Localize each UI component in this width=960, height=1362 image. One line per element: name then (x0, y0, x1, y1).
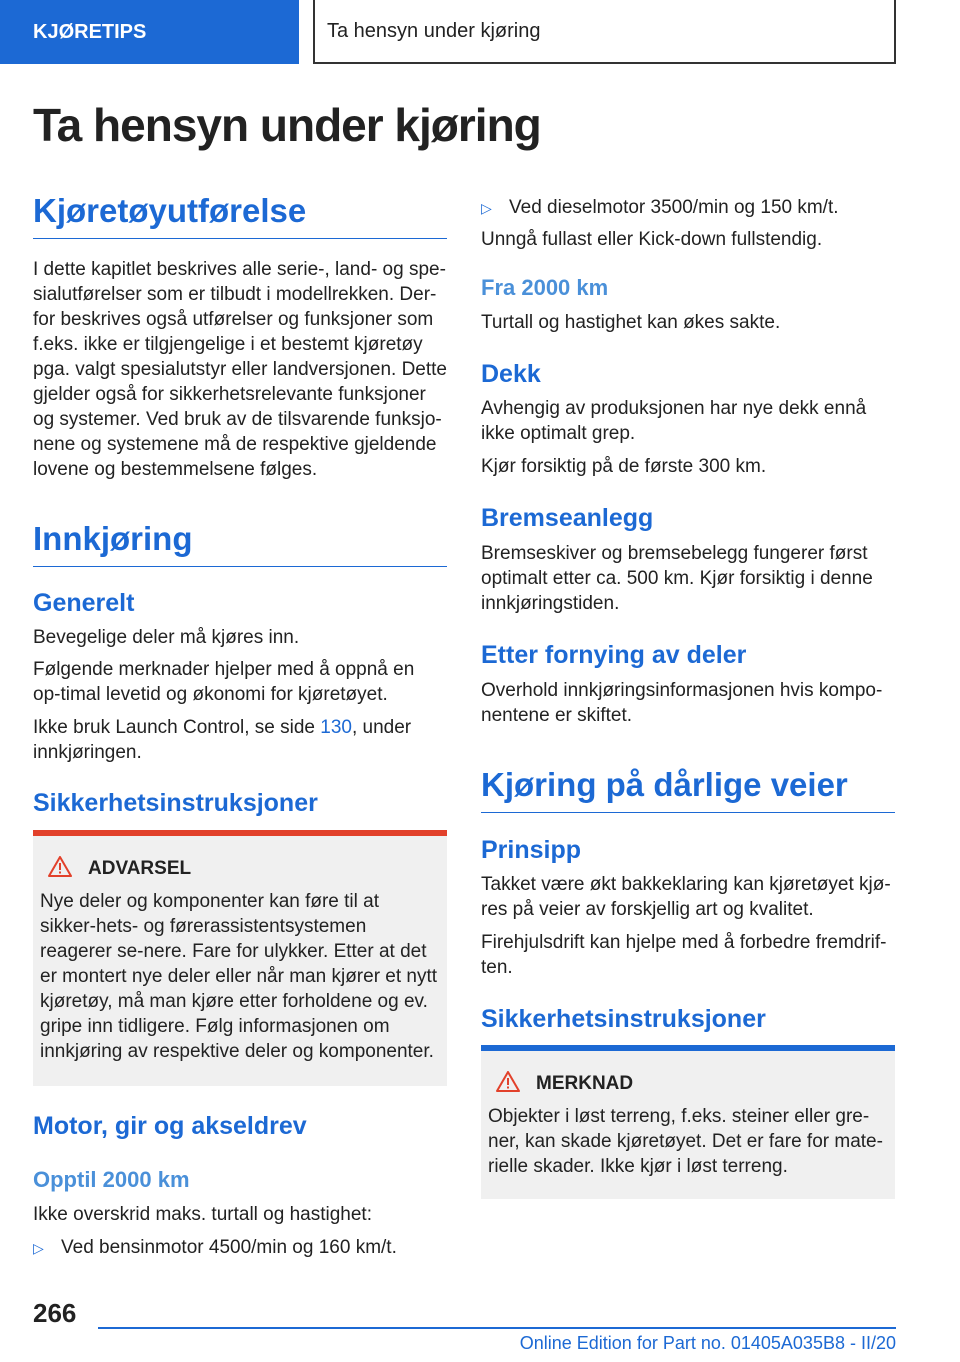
subheading: Prinsipp (481, 836, 582, 864)
note-text: Objekter i løst terreng, f.eks. steiner eller gre-ner, kan skade kjøretøyet. Det er fare for mate-rielle skader. Ikke kjør i løst terreng. (488, 1106, 883, 1177)
subheading: Sikkerhetsinstruksjoner (481, 1005, 766, 1033)
paragraph: Bremseskiver og bremsebelegg fungerer først optimalt etter ca. 500 km. Kjør forsiktig i denne innkjøringstiden. (481, 543, 873, 614)
note-label: MERKNAD (536, 1073, 634, 1094)
subheading: Dekk (481, 360, 541, 388)
paragraph: Turtall og hastighet kan økes sakte. (481, 312, 781, 333)
subheading: Sikkerhetsinstruksjoner (33, 789, 318, 817)
paragraph: I dette kapitlet beskrives alle serie-, land- og spe-sialutførelser som er tilbudt i modellrekken. Der-for beskrives også utførelser og funksjoner som f.eks. ikke er tilgjengelige i et bestemt kjøretøy pga. valgt spesialutstyr eller landversjonen. Dette gjelder også for sikkerhetsrelevante funksjoner og systemer. Ved bruk av de tilsvarende funksjo-nene og systemene må de respektive gjeldende lovene og bestemmelsene følges. (33, 259, 448, 480)
page-title: Ta hensyn under kjøring (33, 99, 541, 151)
subheading: Bremseanlegg (481, 504, 654, 532)
paragraph: Unngå fullast eller Kick-down fullstendig. (481, 229, 823, 250)
page-number: 266 (33, 1298, 77, 1328)
section-heading: Kjøretøyutførelse (33, 192, 447, 239)
paragraph: Kjør forsiktig på de første 300 km. (481, 456, 767, 477)
warning-triangle-icon (48, 856, 72, 877)
subheading: Motor, gir og akseldrev (33, 1112, 307, 1140)
warning-box (33, 830, 447, 1086)
subheading: Generelt (33, 589, 135, 617)
list-item: ▷ Ved bensinmotor 4500/min og 160 km/t. (33, 1235, 447, 1261)
header-chapter-title: Ta hensyn under kjøring (313, 0, 896, 64)
section-vehicle-variant (33, 192, 447, 239)
triangle-bullet-icon: ▷ (33, 1240, 44, 1256)
sub-subheading: Fra 2000 km (481, 275, 609, 300)
paragraph: Overhold innkjøringsinformasjonen hvis kompo-nentene er skiftet. (481, 680, 883, 726)
list-item: ▷ Ved dieselmotor 3500/min og 150 km/t. (481, 195, 895, 221)
paragraph: Ikke bruk Launch Control, se side 130, under innkjøringen. (33, 717, 412, 763)
footer-divider (98, 1327, 896, 1329)
warning-triangle-icon (496, 1071, 520, 1092)
warning-label: ADVARSEL (88, 858, 192, 879)
paragraph: Avhengig av produksjonen har nye dekk ennå ikke optimalt grep. (481, 398, 867, 444)
subheading: Etter fornying av deler (481, 641, 747, 669)
section-break-in (33, 520, 447, 567)
section-bad-roads (481, 766, 895, 813)
page-link[interactable]: 130 (320, 717, 352, 738)
paragraph: Takket være økt bakkeklaring kan kjøretøyet kjø-res på veier av forskjellig art og kvalitet. (481, 874, 891, 920)
paragraph: Ikke overskrid maks. turtall og hastighet: (33, 1204, 372, 1225)
paragraph: Følgende merknader hjelper med å oppnå en op-timal levetid og økonomi for kjøretøyet. (33, 659, 415, 705)
note-box (481, 1045, 895, 1199)
paragraph: Bevegelige deler må kjøres inn. (33, 627, 300, 648)
section-heading: Innkjøring (33, 520, 447, 567)
warning-text: Nye deler og komponenter kan føre til at sikker-hets- og førerassistentsystemen reagerer se-nere. Fare for ulykker. Etter at det er montert nye deler eller når man kjører et nytt kjøretøy, må man kjøre etter forholdene og ev. gripe inn tidligere. Følg informasjonen om innkjøring av respektive deler og komponenter. (40, 891, 438, 1062)
triangle-bullet-icon: ▷ (481, 200, 492, 216)
sub-subheading: Opptil 2000 km (33, 1167, 190, 1192)
header-section-tab: KJØRETIPS (0, 0, 299, 64)
footer-edition: Online Edition for Part no. 01405A035B8 - II/20 (519, 1333, 896, 1353)
paragraph: Firehjulsdrift kan hjelpe med å forbedre fremdrif-ten. (481, 932, 887, 978)
section-heading: Kjøring på dårlige veier (481, 766, 895, 813)
